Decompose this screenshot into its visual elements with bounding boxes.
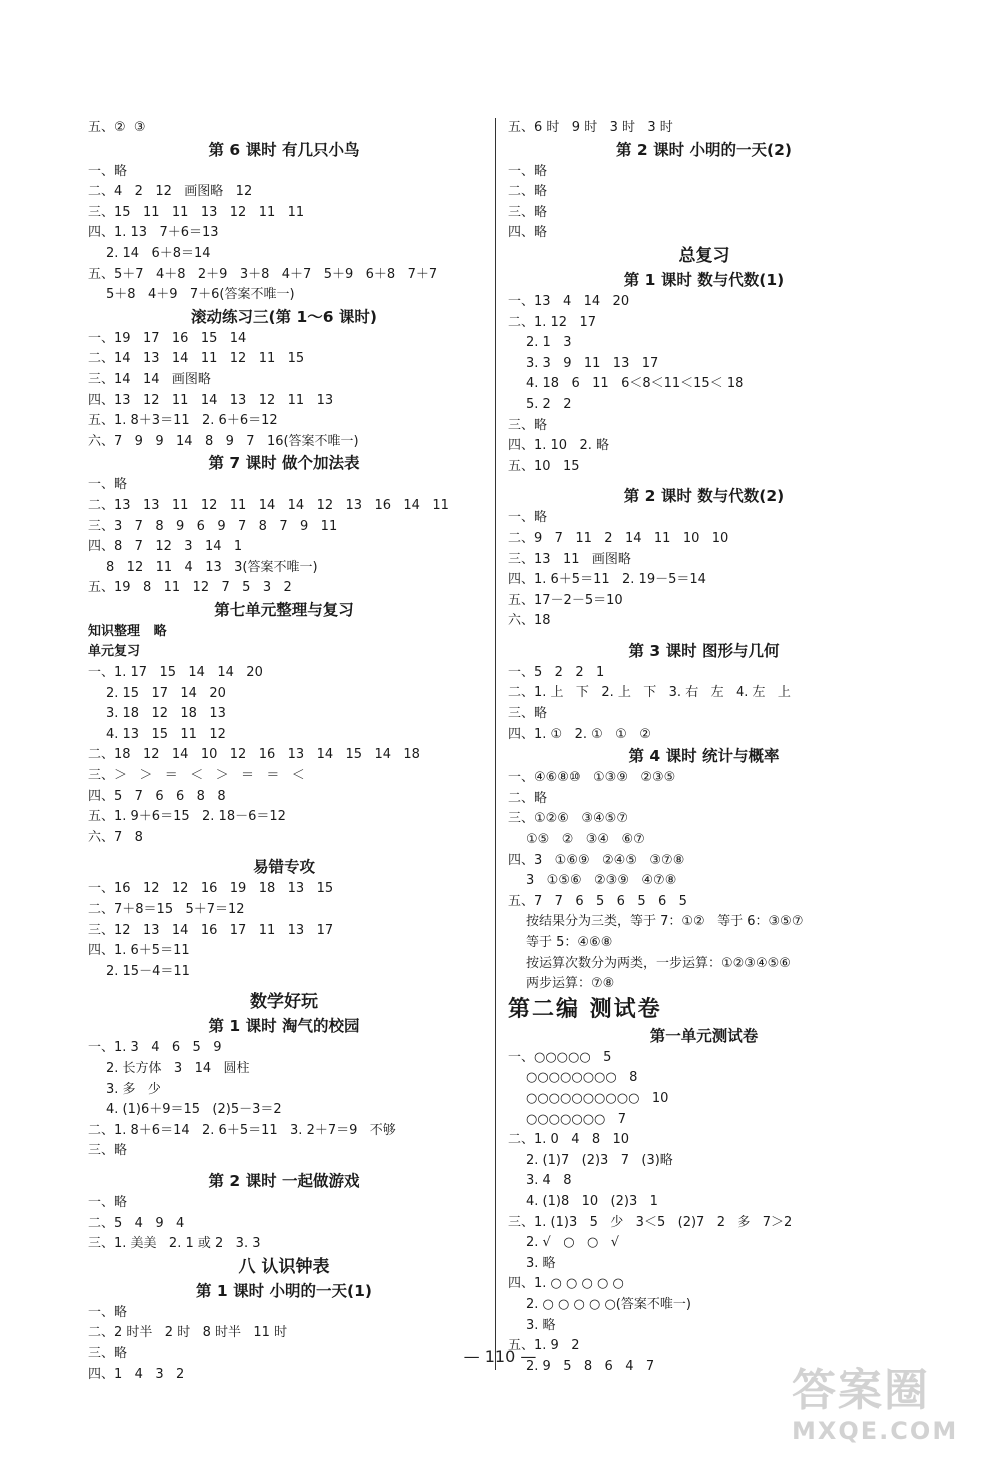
answer-line: 五、5＋7 4＋8 2＋9 3＋8 4＋7 5＋9 6＋8 7＋7 — [88, 266, 438, 282]
answer-line: 四、3 ①⑥⑨ ②④⑤ ③⑦⑧ — [508, 852, 685, 868]
answer-line: 五、1. 9 2 — [508, 1338, 580, 1354]
answer-line: 五、17－2－5＝10 — [508, 592, 623, 608]
lesson-heading: 第 4 课时 统计与概率 — [628, 747, 780, 766]
answer-line: 5＋8 4＋9 7＋6(答案不唯一) — [106, 287, 295, 303]
answer-line: 一、④⑥⑧⑩ ①③⑨ ②③⑤ — [508, 770, 676, 786]
section-heading: 数学好玩 — [250, 992, 318, 1013]
answer-line: 四、1. ① 2. ① ① ② — [508, 726, 651, 742]
answer-line: 二、1. 8＋6＝14 2. 6＋5＝11 3. 2＋7＝9 不够 — [88, 1122, 396, 1138]
answer-line: 2. 15 17 14 20 — [106, 685, 226, 701]
lesson-heading: 第 3 课时 图形与几何 — [628, 641, 780, 660]
page-number: — 110 — — [463, 1347, 537, 1366]
answer-line: 等于 5：④⑥⑧ — [526, 935, 613, 950]
lesson-heading: 第 2 课时 一起做游戏 — [208, 1171, 360, 1190]
answer-line: 三、略 — [88, 1345, 128, 1361]
left-column — [88, 118, 480, 1385]
answer-line: 四、1 4 3 2 — [88, 1366, 185, 1382]
answer-line: 六、7 9 9 14 8 9 7 16(答案不唯一) — [88, 433, 359, 449]
watermark-logo — [792, 1365, 982, 1461]
watermark-url: MXQE.COM — [792, 1417, 959, 1445]
answer-line: 2. 1 3 — [526, 335, 572, 351]
answer-line: 三、12 13 14 16 17 11 13 17 — [88, 922, 334, 938]
answer-line: 三、1. (1)3 5 少 3＜5 (2)7 2 多 7＞2 — [508, 1214, 793, 1230]
answer-line: 三、1. 美美 2. 1 或 2 3. 3 — [88, 1236, 261, 1252]
answer-line: 三、14 14 画图略 — [88, 371, 211, 387]
answer-line: 四、5 7 6 6 8 8 — [88, 788, 226, 804]
answer-line: 一、19 17 16 15 14 — [88, 330, 247, 346]
answer-line: 一、5 2 2 1 — [508, 664, 605, 680]
answer-line: ①⑤ ② ③④ ⑥⑦ — [526, 832, 645, 848]
answer-line: 二、1. 12 17 — [508, 314, 597, 330]
answer-line: 一、略 — [88, 477, 128, 493]
part-heading: 第二编 测试卷 — [508, 996, 662, 1022]
answer-line: ○○○○○○○○○○ 10 — [526, 1090, 669, 1106]
answer-line: 五、10 15 — [508, 458, 580, 474]
answer-line: 三、13 11 画图略 — [508, 551, 631, 567]
answer-line: 3. 18 12 18 13 — [106, 706, 226, 722]
lesson-heading: 第一单元测试卷 — [649, 1026, 759, 1045]
lesson-heading: 滚动练习三(第 1～6 课时) — [190, 307, 378, 326]
answer-line: 4. (1)6＋9＝15 (2)5－3＝2 — [106, 1102, 282, 1118]
answer-line: 一、1. 3 4 6 5 9 — [88, 1040, 222, 1056]
answer-line: 二、14 13 14 11 12 11 15 — [88, 351, 305, 367]
answer-line: 2. ○ ○ ○ ○ ○(答案不唯一) — [526, 1296, 691, 1312]
answer-line: 六、7 8 — [88, 829, 143, 845]
answer-line: 一、略 — [508, 510, 548, 526]
answer-line: 三、略 — [508, 706, 548, 722]
lesson-heading: 第 2 课时 数与代数(2) — [623, 487, 785, 506]
section-heading: 八 认识钟表 — [238, 1256, 330, 1277]
answer-line: 三、①②⑥ ③④⑤⑦ — [508, 811, 628, 827]
answer-line: 一、略 — [88, 1304, 128, 1320]
lesson-heading: 第 7 课时 做个加法表 — [208, 454, 360, 473]
answer-line: 3. 略 — [526, 1317, 556, 1333]
lesson-heading: 第七单元整理与复习 — [214, 600, 354, 619]
answer-line: 六、18 — [508, 613, 551, 629]
answer-line: 二、2 时半 2 时 8 时半 11 时 — [88, 1325, 288, 1341]
answer-line: 2. 14 6＋8＝14 — [106, 245, 211, 261]
lesson-heading: 第 1 课时 淘气的校园 — [208, 1017, 360, 1036]
answer-line: 3. 略 — [526, 1255, 556, 1271]
answer-label: 知识整理 略 — [88, 623, 167, 639]
answer-line: 一、16 12 12 16 19 18 13 15 — [88, 881, 334, 897]
answer-line: 3. 3 9 11 13 17 — [526, 355, 659, 371]
answer-line: 五、19 8 11 12 7 5 3 2 — [88, 580, 292, 596]
answer-line: 四、略 — [508, 225, 548, 241]
answer-line: 四、8 7 12 3 14 1 — [88, 539, 243, 555]
answer-line: 四、1. 13 7＋6＝13 — [88, 225, 219, 241]
answer-line: 五、② ③ — [88, 120, 146, 135]
answer-line: 一、13 4 14 20 — [508, 293, 630, 309]
lesson-heading: 第 1 课时 数与代数(1) — [623, 270, 785, 289]
answer-line: 五、6 时 9 时 3 时 3 时 — [508, 120, 673, 135]
answer-line: 五、7 7 6 5 6 5 6 5 — [508, 893, 687, 909]
answer-line: 三、＞ ＞ ＝ ＜ ＞ ＝ ＝ ＜ — [88, 768, 305, 784]
answer-line: 4. 13 15 11 12 — [106, 726, 226, 742]
answer-line: ○○○○○○○ 7 — [526, 1111, 627, 1127]
answer-line: 二、略 — [508, 184, 548, 200]
answer-line: 一、略 — [88, 163, 128, 179]
answer-line: 3 ①⑤⑥ ②③⑨ ④⑦⑧ — [526, 873, 677, 889]
answer-line: 4. (1)8 10 (2)3 1 — [526, 1193, 658, 1209]
answer-line: 三、15 11 11 13 12 11 11 — [88, 204, 305, 220]
answer-line: 四、1. 6＋5＝11 2. 19－5＝14 — [508, 572, 706, 588]
answer-line: 五、1. 8＋3＝11 2. 6＋6＝12 — [88, 413, 278, 429]
answer-line: 2. 长方体 3 14 圆柱 — [106, 1060, 250, 1076]
answer-line: 5. 2 2 — [526, 396, 572, 412]
answer-line: 四、13 12 11 14 13 12 11 13 — [88, 392, 334, 408]
lesson-heading: 第 6 课时 有几只小鸟 — [208, 140, 360, 159]
answer-line: 一、略 — [88, 1194, 128, 1210]
answer-line: 三、略 — [88, 1143, 128, 1159]
answer-line: 四、1. 10 2. 略 — [508, 438, 610, 454]
answer-line: 二、5 4 9 4 — [88, 1215, 185, 1231]
answer-line: 三、略 — [508, 417, 548, 433]
answer-line: 一、1. 17 15 14 14 20 — [88, 665, 263, 681]
answer-line: 按运算次数分为两类，一步运算：①②③④⑤⑥ — [526, 955, 791, 971]
lesson-heading: 第 1 课时 小明的一天(1) — [196, 1281, 372, 1300]
answer-line: 3. 4 8 — [526, 1173, 572, 1189]
answer-line: 二、1. 0 4 8 10 — [508, 1132, 630, 1148]
answer-line: 二、9 7 11 2 14 11 10 10 — [508, 530, 729, 546]
column-divider — [495, 118, 496, 1370]
answer-line: 2. (1)7 (2)3 7 (3)略 — [526, 1152, 673, 1168]
answer-label: 单元复习 — [88, 644, 141, 660]
answer-line: 四、1. ○ ○ ○ ○ ○ — [508, 1276, 624, 1292]
answer-line: 4. 18 6 11 6＜8＜11＜15＜ 18 — [526, 376, 744, 392]
answer-line: 五、1. 9＋6＝15 2. 18－6＝12 — [88, 809, 286, 825]
answer-line: 三、略 — [508, 204, 548, 220]
watermark-title: 答案圈 — [792, 1365, 930, 1416]
section-heading: 总复习 — [678, 245, 730, 266]
answer-line: 2. 9 5 8 6 4 7 — [526, 1358, 655, 1374]
answer-line: ○○○○○○○○ 8 — [526, 1070, 638, 1086]
answer-line: 2. √ ○ ○ √ — [526, 1235, 619, 1251]
answer-line: 8 12 11 4 13 3(答案不唯一) — [106, 559, 318, 575]
answer-line: 二、略 — [508, 790, 548, 806]
lesson-heading: 第 2 课时 小明的一天(2) — [616, 140, 792, 159]
answer-line: 二、1. 上 下 2. 上 下 3. 右 左 4. 左 上 — [508, 685, 791, 701]
answer-line: 2. 15－4＝11 — [106, 963, 190, 979]
lesson-heading: 易错专攻 — [252, 858, 315, 877]
answer-line: 二、18 12 14 10 12 16 13 14 15 14 18 — [88, 747, 420, 763]
answer-line: 两步运算：⑦⑧ — [526, 976, 615, 992]
answer-line: 二、13 13 11 12 11 14 14 12 13 16 14 11 — [88, 497, 449, 513]
answer-line: 二、7＋8＝15 5＋7＝12 — [88, 902, 245, 917]
answer-line: 二、4 2 12 画图略 12 — [88, 184, 253, 200]
answer-line: 按结果分为三类，等于 7：①② 等于 6：③⑤⑦ — [526, 914, 804, 930]
answer-line: 一、略 — [508, 163, 548, 179]
right-column — [508, 118, 900, 1377]
answer-line: 3. 多 少 — [106, 1081, 161, 1097]
answer-line: 四、1. 6＋5＝11 — [88, 943, 190, 959]
answer-line: 一、○○○○○ 5 — [508, 1049, 612, 1065]
answer-line: 三、3 7 8 9 6 9 7 8 7 9 11 — [88, 518, 338, 534]
